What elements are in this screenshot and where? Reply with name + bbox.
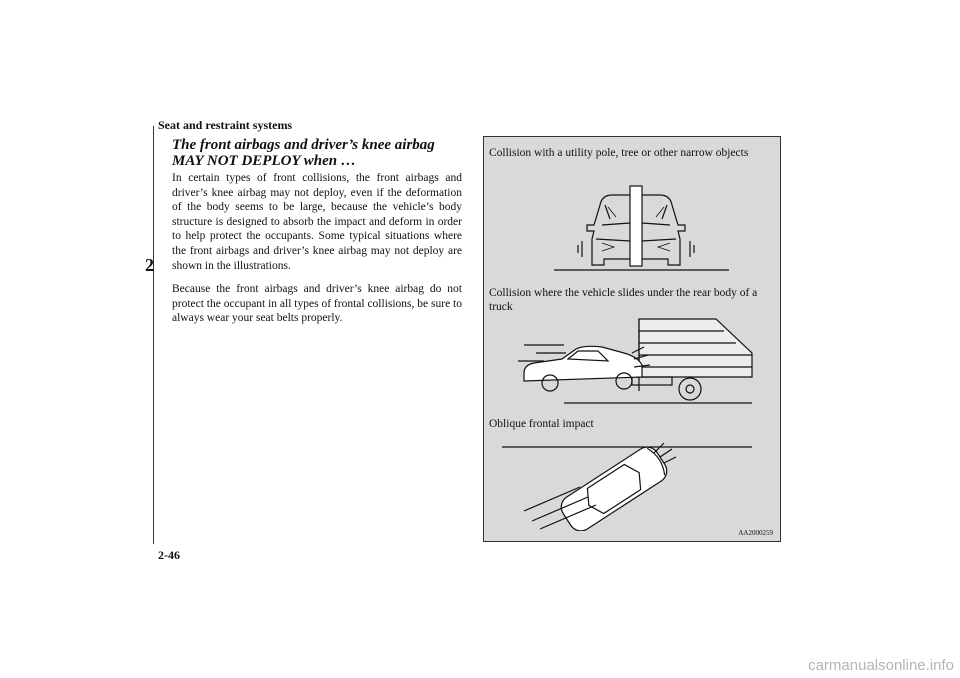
figure-box	[483, 136, 781, 542]
caption-utility-pole: Collision with a utility pole, tree or other narrow objects	[489, 147, 749, 159]
chapter-tab: 2	[145, 255, 154, 275]
article	[172, 137, 462, 335]
paragraph-1: In certain types of front collisions, the front airbags and driver’s knee airbag may not deploy, even if the deformation of the body seems to be large, because the vehicle’s body structure is designed to absorb the impact and deform in order to help protect the occupants. Some typical situations where the front airbags and driver’s knee airbag may not deploy are shown in the illustrations.	[172, 172, 462, 272]
watermark[interactable]: carmanualsonline.info	[808, 657, 954, 674]
car-right-half	[642, 195, 685, 265]
truck-wheel	[679, 378, 701, 400]
article-heading: The front airbags and driver’s knee airbag MAY NOT DEPLOY when …	[172, 137, 435, 169]
truck-underride-illustration	[484, 315, 780, 407]
truck-body	[639, 319, 752, 377]
side-rule	[153, 126, 154, 544]
caption-truck-underride: Collision where the vehicle slides under the rear body of a truck	[489, 287, 758, 313]
oblique-impact-illustration	[484, 437, 780, 531]
utility-pole-illustration	[484, 181, 780, 275]
car-left-half	[587, 195, 630, 265]
figure-code: AA2000259	[738, 529, 773, 537]
page-number: 2-46	[158, 548, 180, 562]
pole	[630, 186, 642, 266]
paragraph-2: Because the front airbags and driver’s knee airbag do not protect the occupant in all types of frontal collisions, be sure to always wear your seat belts properly.	[172, 283, 462, 325]
section-header: Seat and restraint systems	[158, 118, 293, 132]
caption-oblique-impact: Oblique frontal impact	[489, 418, 594, 430]
car-oblique	[557, 443, 672, 531]
